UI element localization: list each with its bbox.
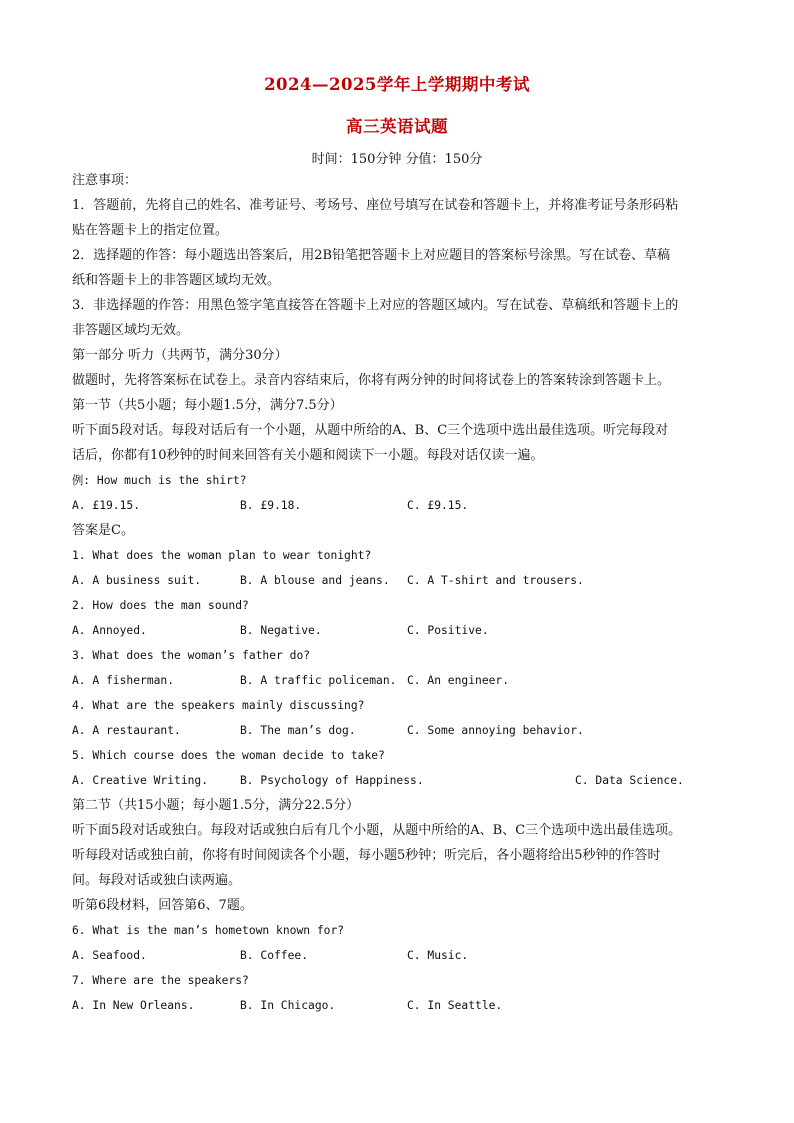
question-2-option-a: A. Annoyed. xyxy=(72,624,147,637)
question-3-option-c: C. An engineer. xyxy=(407,674,510,687)
question-5-option-a: A. Creative Writing. xyxy=(72,774,209,787)
question-7: 7. Where are the speakers? xyxy=(72,974,249,987)
question-2: 2. How does the man sound? xyxy=(72,599,249,612)
question-6-option-a: A. Seafood. xyxy=(72,949,147,962)
section1-instruction-1: 听下面5段对话。每段对话后有一个小题，从题中所给的A、B、C三个选项中选出最佳选项。听完每段对 xyxy=(72,423,669,438)
question-6-option-b: B. Coffee. xyxy=(240,949,309,962)
question-4-option-c: C. Some annoying behavior. xyxy=(407,724,584,737)
note-3-line-1: 3．非选择题的作答：用黑色签字笔直接答在答题卡上对应的答题区域内。写在试卷、草稿纸和答题卡上的 xyxy=(72,298,679,313)
question-3-option-a: A. A fisherman. xyxy=(72,674,175,687)
question-4: 4. What are the speakers mainly discussing? xyxy=(72,699,365,712)
notes-heading: 注意事项： xyxy=(72,173,138,188)
example-question: 例: How much is the shirt? xyxy=(72,474,247,487)
question-6: 6. What is the man’s hometown known for? xyxy=(72,924,345,937)
example-option-a: A. £19.15. xyxy=(72,499,141,512)
question-2-option-c: C. Positive. xyxy=(407,624,489,637)
question-5-option-b: B. Psychology of Happiness. xyxy=(240,774,424,787)
section2-instruction-2: 听每段对话或独白前，你将有时间阅读各个小题，每小题5秒钟；听完后，各小题将给出5秒钟的作答时 xyxy=(72,848,661,863)
question-7-option-b: B. In Chicago. xyxy=(240,999,336,1012)
example-option-b: B. £9.18. xyxy=(240,499,302,512)
example-option-c: C. £9.15. xyxy=(407,499,469,512)
question-1: 1. What does the woman plan to wear tonight? xyxy=(72,549,372,562)
question-1-option-a: A. A business suit. xyxy=(72,574,202,587)
question-2-option-b: B. Negative. xyxy=(240,624,322,637)
section1-heading: 第一节（共5小题；每小题1.5分，满分7.5分） xyxy=(72,398,343,413)
material-6-prompt: 听第6段材料，回答第6、7题。 xyxy=(72,898,253,913)
question-7-option-a: A. In New Orleans. xyxy=(72,999,195,1012)
part1-heading: 第一部分 听力（共两节，满分30分） xyxy=(72,348,288,363)
section2-instruction-3: 间。每段对话或独白读两遍。 xyxy=(72,873,242,888)
question-3: 3. What does the woman’s father do? xyxy=(72,649,311,662)
question-7-option-c: C. In Seattle. xyxy=(407,999,503,1012)
exam-subtitle: 高三英语试题 xyxy=(346,117,448,136)
exam-meta: 时间：150分钟 分值：150分 xyxy=(311,152,483,167)
section2-instruction-1: 听下面5段对话或独白。每段对话或独白后有几个小题，从题中所给的A、B、C三个选项中选出最佳选项。 xyxy=(72,823,682,838)
question-3-option-b: B. A traffic policeman. xyxy=(240,674,397,687)
question-4-option-b: B. The man’s dog. xyxy=(240,724,356,737)
note-1-line-1: 1．答题前，先将自己的姓名、准考证号、考场号、座位号填写在试卷和答题卡上，并将准考证号条形码粘 xyxy=(72,198,679,213)
question-5-option-c: C. Data Science. xyxy=(575,774,684,787)
question-1-option-b: B. A blouse and jeans. xyxy=(240,574,390,587)
exam-title: 2024—2025学年上学期期中考试 xyxy=(264,75,530,94)
part1-instruction: 做题时，先将答案标在试卷上。录音内容结束后，你将有两分钟的时间将试卷上的答案转涂到答题卡上。 xyxy=(72,373,671,388)
question-5: 5. Which course does the woman decide to take? xyxy=(72,749,385,762)
question-1-option-c: C. A T-shirt and trousers. xyxy=(407,574,584,587)
question-4-option-a: A. A restaurant. xyxy=(72,724,181,737)
section2-heading: 第二节（共15小题；每小题1.5分，满分22.5分） xyxy=(72,798,360,813)
note-1-line-2: 贴在答题卡上的指定位置。 xyxy=(72,223,229,238)
note-3-line-2: 非答题区域均无效。 xyxy=(72,323,190,338)
note-2-line-1: 2．选择题的作答：每小题选出答案后，用2B铅笔把答题卡上对应题目的答案标号涂黑。写在试卷、草稿 xyxy=(72,248,671,263)
question-6-option-c: C. Music. xyxy=(407,949,469,962)
section1-instruction-2: 话后，你都有10秒钟的时间来回答有关小题和阅读下一小题。每段对话仅读一遍。 xyxy=(72,448,544,463)
example-answer: 答案是C。 xyxy=(72,523,134,538)
note-2-line-2: 纸和答题卡上的非答题区域均无效。 xyxy=(72,273,281,288)
